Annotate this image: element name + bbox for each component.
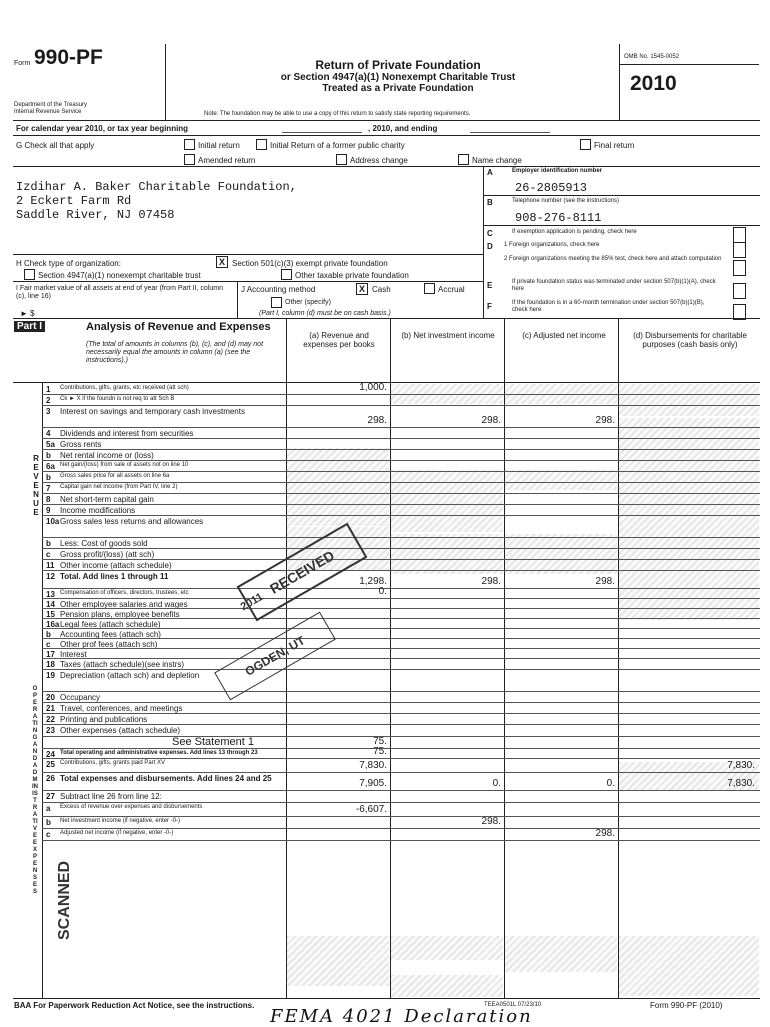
initial-return-checkbox[interactable] bbox=[184, 139, 195, 150]
row-label: Interest on savings and temporary cash investments bbox=[60, 407, 245, 416]
table-row bbox=[0, 802, 770, 816]
final-return-checkbox[interactable] bbox=[580, 139, 591, 150]
row-number: b bbox=[46, 539, 51, 548]
accrual-checkbox[interactable] bbox=[424, 283, 435, 294]
row-number: 11 bbox=[46, 561, 55, 570]
row-number: 13 bbox=[46, 590, 55, 599]
form-subtitle-2: Treated as a Private Foundation bbox=[322, 83, 474, 94]
cell-c[interactable]: 298. bbox=[595, 828, 615, 839]
row-number: 12 bbox=[46, 572, 55, 581]
table-row bbox=[0, 588, 770, 598]
row-number: 10a bbox=[46, 517, 60, 526]
row-label: Net rental income or (loss) bbox=[60, 451, 154, 460]
row-number: b bbox=[46, 630, 51, 639]
d2-text: 2 Foreign organizations meeting the 85% test, check here and attach computation bbox=[504, 256, 722, 262]
row-label: Total. Add lines 1 through 11 bbox=[60, 572, 169, 581]
cell-a[interactable]: 298. bbox=[367, 415, 387, 426]
other-method-label: Other (specify) bbox=[285, 299, 331, 306]
table-row bbox=[0, 537, 770, 548]
address-change-checkbox[interactable] bbox=[336, 154, 347, 165]
cell-c[interactable]: 0. bbox=[606, 778, 615, 789]
e-text: If private foundation status was terminated under section 507(b)(1)(A), check here bbox=[512, 279, 716, 292]
revenue-side-label: REVENUE bbox=[33, 454, 39, 517]
cell-d[interactable]: 7,830. bbox=[727, 760, 755, 771]
row-number: b bbox=[46, 451, 51, 460]
table-row bbox=[0, 724, 770, 736]
row-label: Taxes (attach schedule)(see instrs) bbox=[60, 660, 185, 669]
cell-a[interactable]: 1,298. bbox=[359, 576, 387, 587]
table-row bbox=[0, 548, 770, 559]
cell-a[interactable]: 0. bbox=[378, 586, 387, 597]
row-label: Other income (attach schedule) bbox=[60, 561, 172, 570]
cell-a[interactable]: 7,830. bbox=[359, 760, 387, 771]
h-opt2: Section 4947(a)(1) nonexempt charitable trust bbox=[38, 271, 201, 280]
row-label: Ck ► X if the foundn is not req to att Sch B bbox=[60, 396, 175, 402]
row-number: 4 bbox=[46, 429, 51, 438]
row-label: Less: Cost of goods sold bbox=[60, 539, 148, 548]
d1-checkbox[interactable] bbox=[733, 242, 746, 258]
table-row bbox=[0, 790, 770, 802]
h-501c3-checkbox[interactable]: X bbox=[216, 256, 228, 268]
table-row bbox=[0, 638, 770, 648]
row-number: c bbox=[46, 830, 51, 839]
row-number: 22 bbox=[46, 715, 55, 724]
table-row bbox=[0, 648, 770, 658]
cell-a[interactable]: -6,607. bbox=[355, 804, 387, 815]
table-row bbox=[0, 758, 770, 772]
footer-code: TEEA0501L 07/23/10 bbox=[484, 1002, 542, 1008]
form-note: Note: The foundation may be able to use a copy of this return to satisfy state reporting requirements. bbox=[204, 111, 471, 117]
g-label: G Check all that apply bbox=[16, 141, 95, 150]
table-row bbox=[0, 559, 770, 570]
col-b-header: (b) Net investment income bbox=[401, 331, 495, 340]
d2-checkbox[interactable] bbox=[733, 260, 746, 276]
irs-label: Internal Revenue Service bbox=[14, 109, 82, 115]
row-number: 16a bbox=[46, 620, 60, 629]
table-row bbox=[0, 504, 770, 515]
row-number: 21 bbox=[46, 704, 55, 713]
row-label: Gross sales less returns and allowances bbox=[60, 517, 204, 526]
period-label: For calendar year 2010, or tax year beginning bbox=[16, 124, 189, 133]
row-number: 14 bbox=[46, 600, 55, 609]
table-row bbox=[0, 748, 770, 758]
row-number: 26 bbox=[46, 774, 55, 783]
tax-year: 2010 bbox=[630, 72, 677, 95]
row-label: Total expenses and disbursements. Add lines 24 and 25 bbox=[60, 774, 272, 783]
table-row bbox=[0, 515, 770, 537]
row-label: Printing and publications bbox=[60, 715, 148, 724]
row-label: Dividends and interest from securities bbox=[60, 429, 194, 438]
row-number: 9 bbox=[46, 506, 51, 515]
h-opt1: Section 501(c)(3) exempt private foundation bbox=[232, 259, 388, 268]
initial-former-checkbox[interactable] bbox=[256, 139, 267, 150]
c-checkbox[interactable] bbox=[733, 227, 746, 243]
row-number: 1 bbox=[46, 385, 51, 394]
row-number: 20 bbox=[46, 693, 55, 702]
row-number: 24 bbox=[46, 750, 55, 759]
row-label: Gross profit/(loss) (att sch) bbox=[60, 550, 155, 559]
cell-c[interactable]: 298. bbox=[595, 576, 615, 587]
row-label: Accounting fees (attach sch) bbox=[60, 630, 161, 639]
table-row bbox=[0, 438, 770, 449]
cell-d[interactable]: 7,830. bbox=[727, 778, 755, 789]
cell-b[interactable]: 0. bbox=[492, 778, 501, 789]
cell-a[interactable]: 1,000. bbox=[359, 382, 387, 393]
cell-b[interactable]: 298. bbox=[481, 415, 501, 426]
row-number: 18 bbox=[46, 660, 55, 669]
row-label: Contributions, gifts, grants paid Part XV bbox=[60, 760, 166, 766]
ein-value[interactable]: 26-2805913 bbox=[515, 181, 588, 195]
table-row bbox=[0, 471, 770, 482]
table-row bbox=[0, 394, 770, 405]
ein-label: Employer identification number bbox=[512, 168, 603, 174]
table-row bbox=[0, 772, 770, 790]
received-stamp-date: 2011 bbox=[238, 590, 266, 614]
row-number: 3 bbox=[46, 407, 51, 416]
table-row bbox=[0, 618, 770, 628]
expenses-side-label: OPERATING AND ADMINISTRATIVE EXPENSES bbox=[32, 686, 38, 895]
row-label: Gross sales price for all assets on line 6a bbox=[60, 473, 170, 479]
initial-return-label: Initial return bbox=[198, 141, 240, 150]
row-label: Capital gain net income (from Part IV, line 2) bbox=[60, 484, 178, 490]
row-number: 5a bbox=[46, 440, 55, 449]
name-change-checkbox[interactable] bbox=[458, 154, 469, 165]
h-4947-checkbox[interactable] bbox=[24, 269, 35, 280]
row-number: 25 bbox=[46, 760, 55, 769]
form-title: Return of Private Foundation bbox=[315, 58, 481, 72]
row-number: b bbox=[46, 473, 51, 482]
row-label: Net gain/(loss) from sale of assets not on line 10 bbox=[60, 462, 189, 468]
form-number: 990-PF bbox=[34, 46, 103, 69]
row-label: Subtract line 26 from line 12: bbox=[60, 792, 162, 801]
row-number: 6a bbox=[46, 462, 55, 471]
row-label: Net investment income (if negative, enter -0-) bbox=[60, 818, 181, 824]
row-label: Contributions, gifts, grants, etc received (att sch) bbox=[60, 385, 189, 391]
e-checkbox[interactable] bbox=[733, 283, 746, 299]
h-other-checkbox[interactable] bbox=[281, 269, 292, 280]
part1-subtitle: (The total of amounts in columns (b), (c), and (d) may not necessarily equal the amounts in column (a) (see the instructions).) bbox=[86, 341, 264, 364]
amended-return-label: Amended return bbox=[198, 156, 256, 165]
table-row bbox=[0, 493, 770, 504]
table-row bbox=[0, 482, 770, 493]
row-label: Pension plans, employee benefits bbox=[60, 610, 180, 619]
cell-b[interactable]: 298. bbox=[481, 576, 501, 587]
accrual-label: Accrual bbox=[438, 285, 465, 294]
table-row bbox=[0, 598, 770, 608]
org-city[interactable]: Saddle River, NJ 07458 bbox=[16, 208, 175, 222]
row-label: Travel, conferences, and meetings bbox=[60, 704, 183, 713]
row-label: Income modifications bbox=[60, 506, 136, 515]
f-text: If the foundation is in a 60-month termination under section 507(b)(1)(B), check here bbox=[512, 300, 705, 313]
table-row bbox=[0, 427, 770, 438]
col-d-header: (d) Disbursements for charitable purposes (cash basis only) bbox=[633, 331, 747, 349]
row-label: Occupancy bbox=[60, 693, 101, 702]
cell-b[interactable]: 298. bbox=[481, 816, 501, 827]
row-number: 8 bbox=[46, 495, 51, 504]
table-row bbox=[0, 628, 770, 638]
row-number: 7 bbox=[46, 484, 51, 493]
initial-former-label: Initial Return of a former public charity bbox=[270, 141, 405, 150]
row-label: Gross rents bbox=[60, 440, 102, 449]
d1-text: 1 Foreign organizations, check here bbox=[504, 242, 600, 248]
part1-title: Analysis of Revenue and Expenses bbox=[86, 321, 271, 333]
c-text: If exemption application is pending, check here bbox=[512, 229, 637, 235]
row-label: See Statement 1 bbox=[172, 736, 254, 748]
h-opt3: Other taxable private foundation bbox=[295, 271, 409, 280]
row-number: 19 bbox=[46, 671, 55, 680]
j-label: J Accounting method bbox=[241, 285, 316, 294]
row-number: 15 bbox=[46, 610, 55, 619]
other-method-checkbox[interactable] bbox=[271, 297, 282, 308]
table-row bbox=[0, 691, 770, 702]
department-label: Department of the Treasury bbox=[14, 102, 88, 108]
h-label: H Check type of organization: bbox=[16, 259, 121, 268]
row-number: b bbox=[46, 818, 51, 827]
row-label: Other employee salaries and wages bbox=[60, 600, 188, 609]
i-label: I Fair market value of all assets at end of year (from Part II, column (c), line 16) bbox=[16, 285, 223, 300]
received-stamp: RECEIVED bbox=[237, 523, 368, 622]
form-word: Form bbox=[14, 60, 31, 67]
table-row bbox=[0, 460, 770, 471]
table-row bbox=[0, 658, 770, 669]
cell-a[interactable]: 7,905. bbox=[359, 778, 387, 789]
col-a-header: (a) Revenue and expenses per books bbox=[303, 331, 375, 349]
address-change-label: Address change bbox=[350, 156, 408, 165]
table-row bbox=[0, 669, 770, 691]
row-label: Total operating and administrative expenses. Add lines 13 through 23 bbox=[60, 750, 258, 756]
name-change-label: Name change bbox=[472, 156, 522, 165]
table-row bbox=[0, 816, 770, 828]
phone-label: Telephone number (see the instructions) bbox=[512, 198, 620, 204]
row-label: Depreciation (attach sch) and depletion bbox=[60, 671, 200, 680]
row-number: c bbox=[46, 640, 51, 649]
cell-a[interactable]: 75. bbox=[373, 746, 387, 757]
row-label: Compensation of officers, directors, trustees, etc bbox=[60, 590, 189, 596]
form-subtitle-1: or Section 4947(a)(1) Nonexempt Charitable Trust bbox=[280, 72, 516, 83]
row-label: Other expenses (attach schedule) bbox=[60, 726, 181, 735]
cash-basis-note: (Part I, column (d) must be on cash basis.) bbox=[259, 310, 391, 317]
row-label: Other prof fees (attach sch) bbox=[60, 640, 158, 649]
ogden-stamp: OGDEN, UT bbox=[214, 612, 336, 701]
row-number: 23 bbox=[46, 726, 55, 735]
row-number: 2 bbox=[46, 396, 51, 405]
cash-label: Cash bbox=[372, 285, 391, 294]
cash-checkbox[interactable]: X bbox=[356, 283, 368, 295]
table-row bbox=[0, 449, 770, 460]
phone-value[interactable]: 908-276-8111 bbox=[515, 211, 602, 225]
omb-number: OMB No. 1545-0052 bbox=[624, 54, 680, 60]
row-number: c bbox=[46, 550, 51, 559]
footer-baa: BAA For Paperwork Reduction Act Notice, see the instructions. bbox=[14, 1001, 255, 1010]
col-c-header: (c) Adjusted net income bbox=[522, 331, 606, 340]
row-label: Net short-term capital gain bbox=[60, 495, 154, 504]
row-number: a bbox=[46, 804, 51, 813]
cell-c[interactable]: 298. bbox=[595, 415, 615, 426]
table-row bbox=[0, 405, 770, 427]
row-number: 17 bbox=[46, 650, 55, 659]
handwritten-note: FEMA 4021 Declaration bbox=[270, 1006, 533, 1027]
row-label: Interest bbox=[60, 650, 87, 659]
row-label: Adjusted net income (if negative, enter -0-) bbox=[60, 830, 174, 836]
table-row bbox=[0, 383, 770, 394]
row-label: Excess of revenue over expenses and disbursements bbox=[60, 804, 203, 810]
table-row bbox=[0, 608, 770, 618]
table-row bbox=[0, 713, 770, 724]
amended-return-checkbox[interactable] bbox=[184, 154, 195, 165]
org-street[interactable]: 2 Eckert Farm Rd bbox=[16, 194, 132, 208]
table-row bbox=[0, 702, 770, 713]
row-number: 27 bbox=[46, 792, 55, 801]
footer-form: Form 990-PF (2010) bbox=[650, 1001, 723, 1010]
final-return-label: Final return bbox=[594, 141, 635, 150]
scanned-stamp: SCANNED bbox=[56, 860, 73, 940]
period-mid: , 2010, and ending bbox=[368, 124, 438, 133]
i-dollar: ► $ bbox=[20, 309, 35, 318]
part1-tag: Part I bbox=[14, 321, 45, 332]
table-row bbox=[0, 828, 770, 840]
row-label: Legal fees (attach schedule) bbox=[60, 620, 161, 629]
cell-a[interactable]: 75. bbox=[373, 736, 387, 747]
org-name[interactable]: Izdihar A. Baker Charitable Foundation, bbox=[16, 180, 297, 194]
